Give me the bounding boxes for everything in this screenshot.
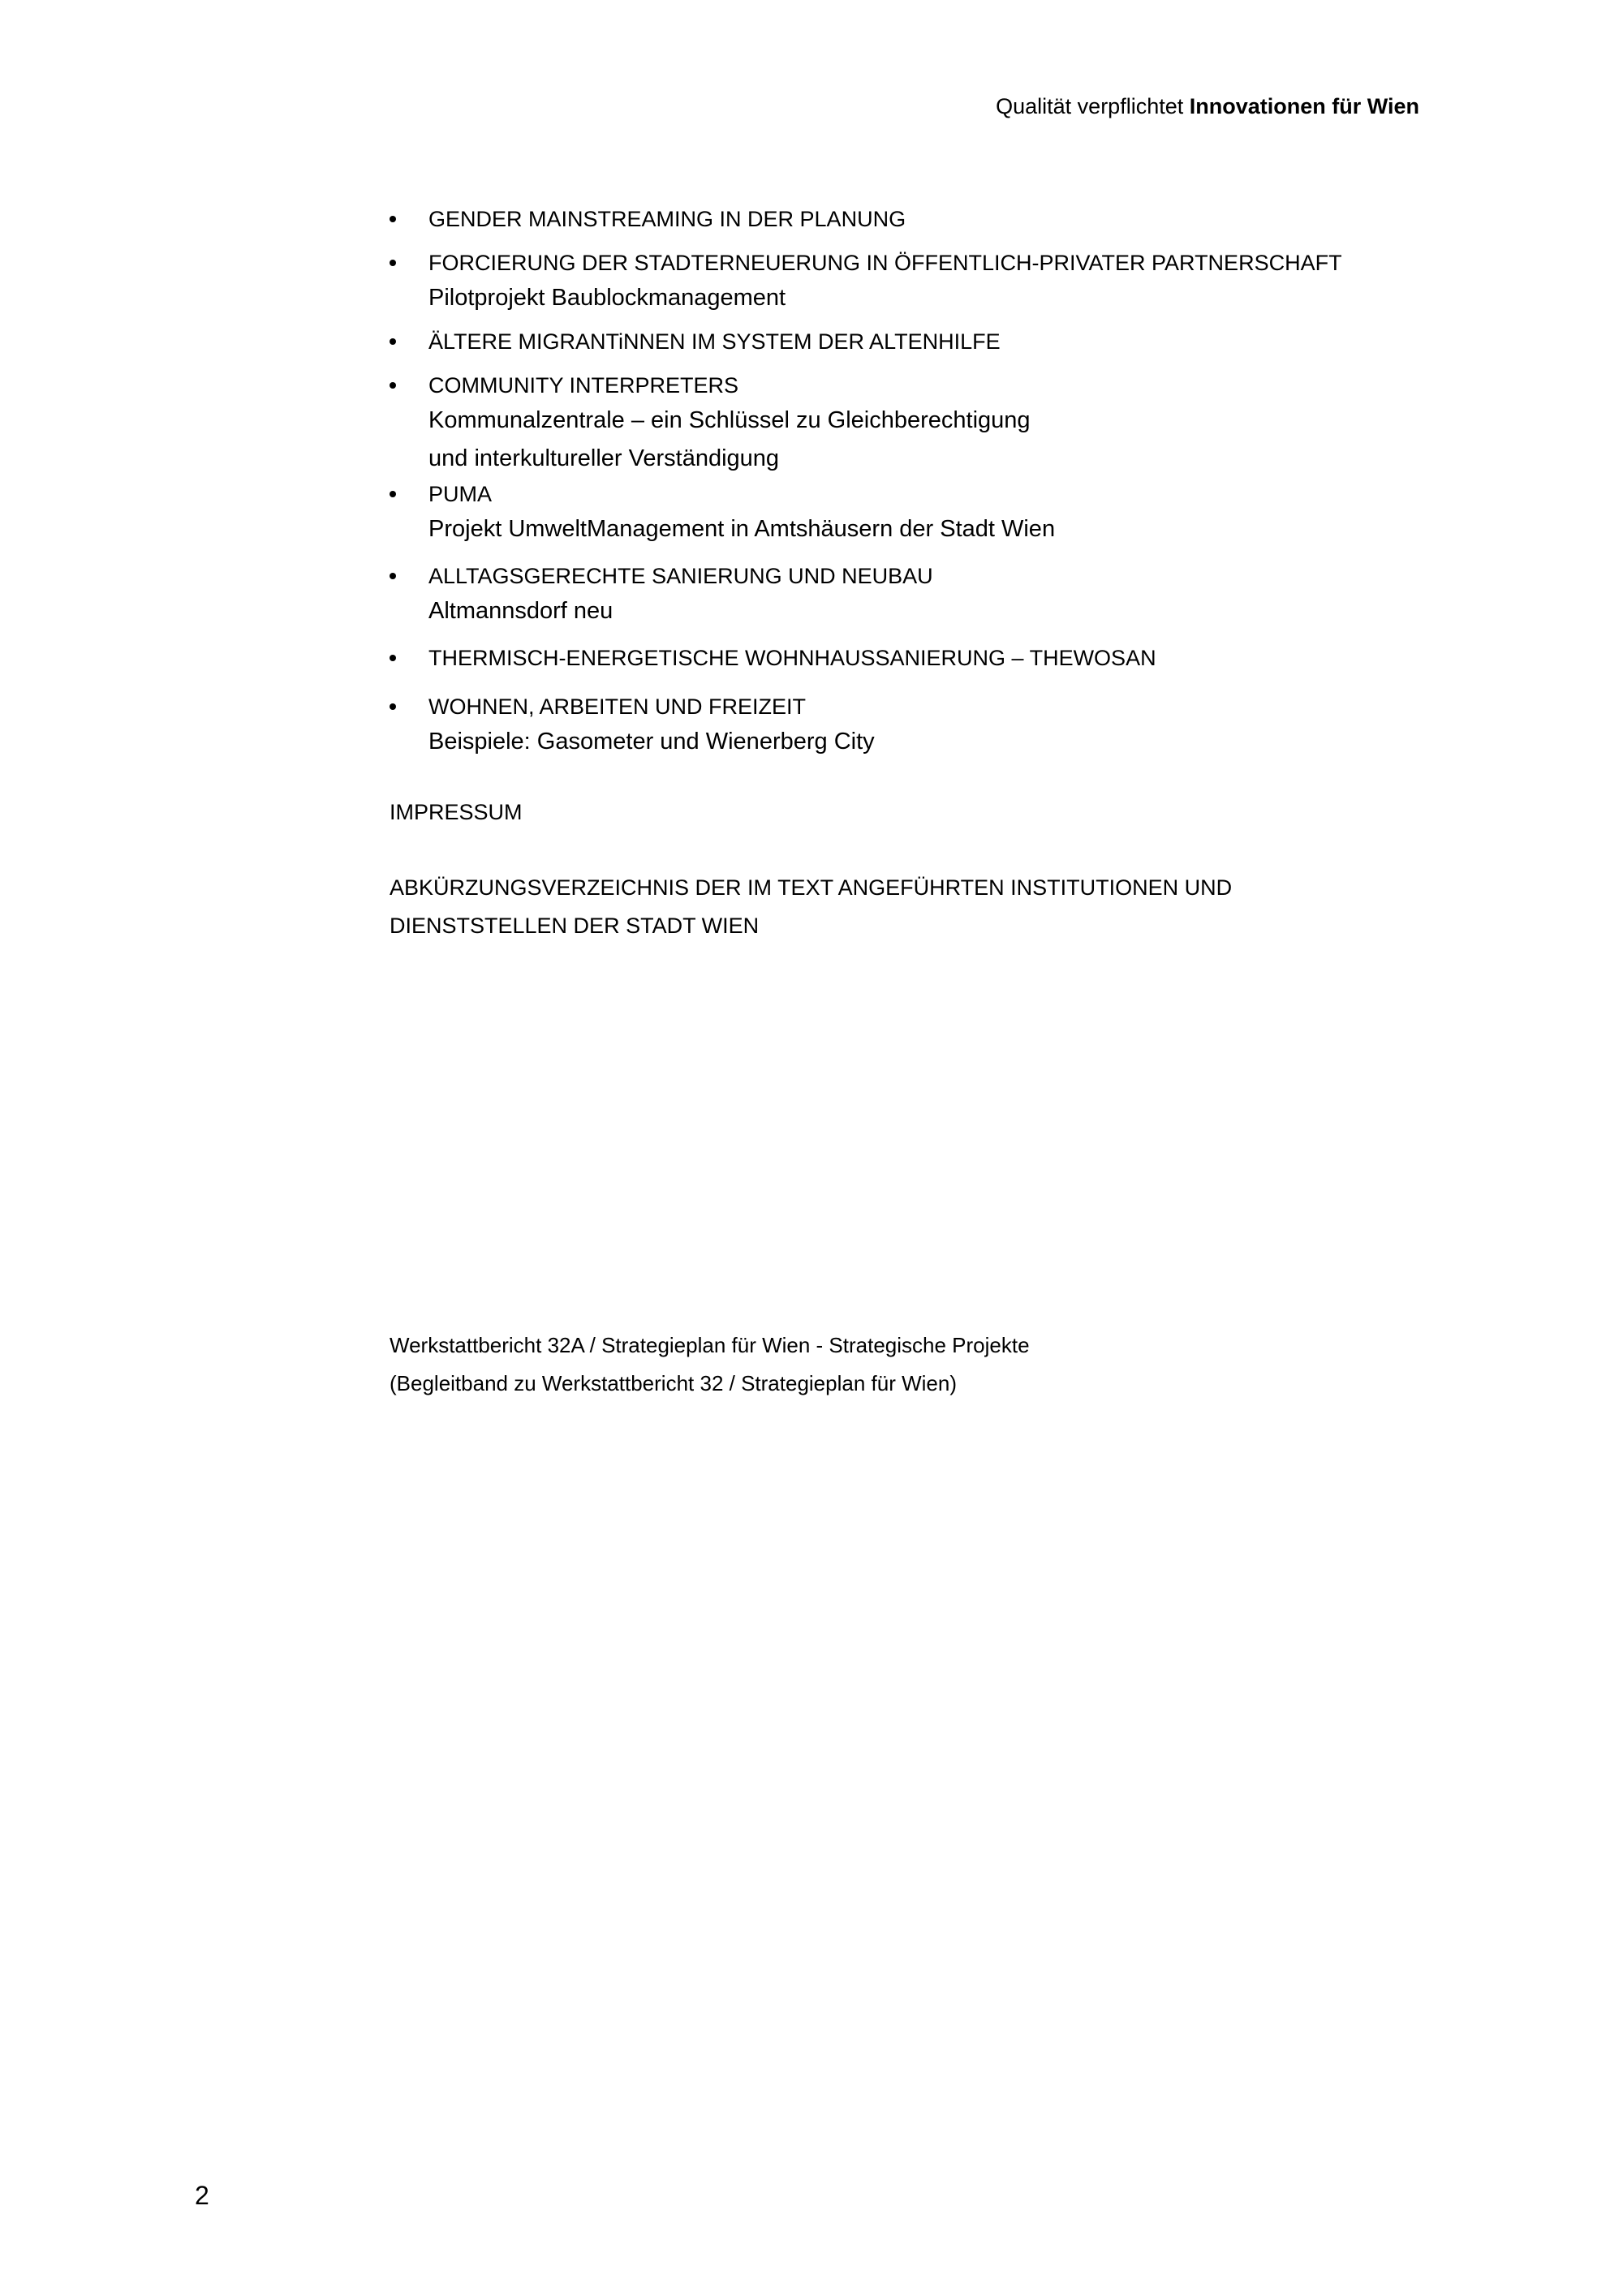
- toc-item: [390, 560, 1444, 630]
- toc-item: [390, 325, 1444, 358]
- toc-list: [390, 203, 1444, 761]
- toc-item: [390, 642, 1444, 674]
- toc-item-title: PUMA: [428, 482, 493, 506]
- bullet-icon: [390, 491, 396, 497]
- bullet-icon: [390, 703, 396, 710]
- running-header: [996, 94, 1419, 119]
- toc-content: [390, 203, 1444, 945]
- toc-item-title: ALLTAGSGERECHTE SANIERUNG UND NEUBAU: [428, 564, 933, 588]
- abbreviations-line: DIENSTSTELLEN DER STADT WIEN: [390, 914, 760, 938]
- toc-item-subtitle: Altmannsdorf neu: [428, 598, 613, 624]
- toc-item-subtitle: Beispiele: Gasometer und Wienerberg City: [428, 729, 875, 755]
- toc-item-title: ÄLTERE MIGRANTiNNEN IM SYSTEM DER ALTENHILFE: [428, 329, 1001, 354]
- bullet-icon: [390, 216, 396, 222]
- toc-item-subtitle: Projekt UmweltManagement in Amtshäusern der Stadt Wien: [428, 516, 1056, 542]
- bullet-icon: [390, 655, 396, 661]
- publication-note: [390, 1326, 1030, 1403]
- toc-item-subtitle: Kommunalzentrale – ein Schlüssel zu Gleichberechtigung: [428, 407, 1031, 433]
- bullet-icon: [390, 573, 396, 579]
- toc-item: [390, 203, 1444, 235]
- publication-note-line: Werkstattbericht 32A / Strategieplan für Wien - Strategische Projekte: [390, 1333, 1030, 1357]
- bullet-icon: [390, 338, 396, 345]
- toc-item-title: WOHNEN, ARBEITEN UND FREIZEIT: [428, 694, 807, 719]
- toc-item-title: GENDER MAINSTREAMING IN DER PLANUNG: [428, 207, 906, 231]
- toc-item-title: THERMISCH-ENERGETISCHE WOHNHAUSSANIERUNG – THEWOSAN: [428, 646, 1156, 670]
- toc-item: [390, 247, 1444, 317]
- toc-item: [390, 478, 1444, 548]
- abbreviations-line: ABKÜRZUNGSVERZEICHNIS DER IM TEXT ANGEFÜHRTEN INSTITUTIONEN UND: [390, 875, 1233, 900]
- page-number: 2: [195, 2181, 209, 2210]
- header-title: Innovationen für Wien: [1189, 94, 1419, 118]
- toc-item-title: FORCIERUNG DER STADTERNEUERUNG IN ÖFFENTLICH-PRIVATER PARTNERSCHAFT: [428, 251, 1342, 275]
- toc-item-subtitle: Pilotprojekt Baublockmanagement: [428, 285, 786, 311]
- toc-item-subtitle: und interkultureller Verständigung: [428, 445, 780, 471]
- bullet-icon: [390, 382, 396, 389]
- bullet-icon: [390, 260, 396, 266]
- impressum-entry: IMPRESSUM: [390, 800, 523, 824]
- toc-item: [390, 690, 1444, 761]
- publication-note-line: (Begleitband zu Werkstattbericht 32 / Strategieplan für Wien): [390, 1371, 957, 1395]
- header-prefix: Qualität verpflichtet: [996, 94, 1184, 118]
- abbreviations-entry: [390, 869, 1444, 945]
- toc-item: [390, 369, 1444, 478]
- toc-item-title: COMMUNITY INTERPRETERS: [428, 373, 739, 398]
